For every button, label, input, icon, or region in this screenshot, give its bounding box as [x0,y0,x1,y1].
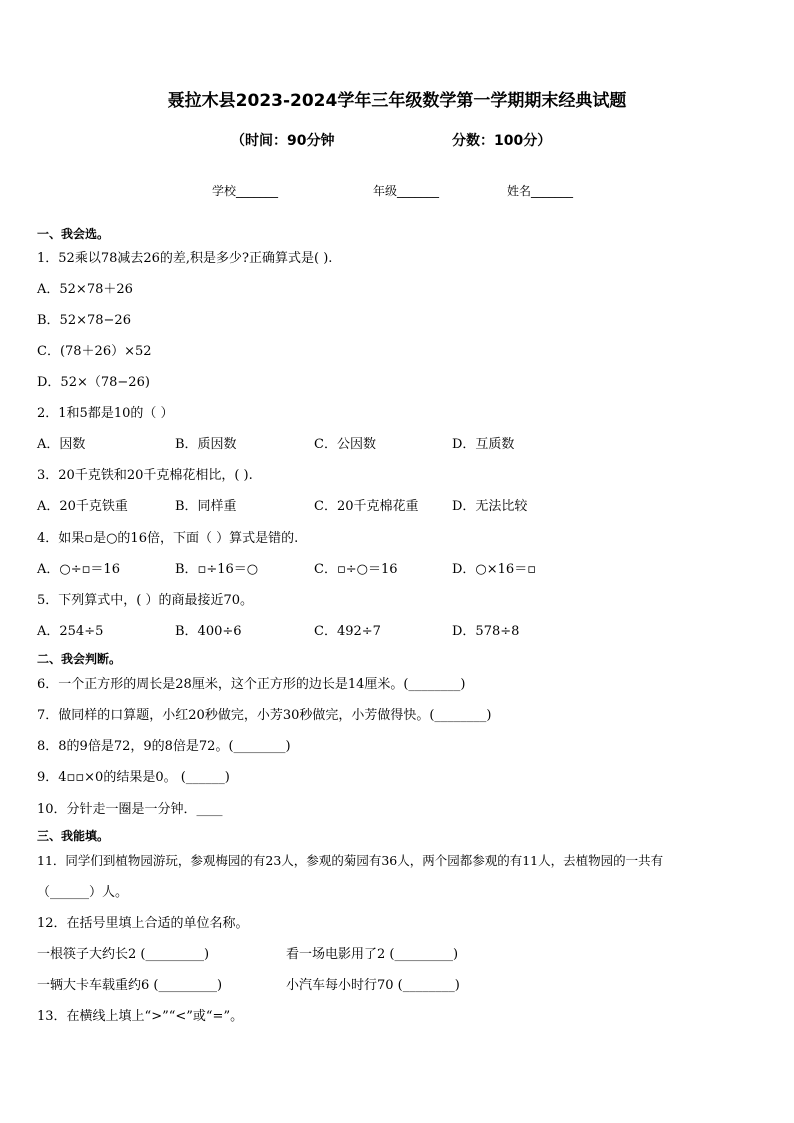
question-6: 6．一个正方形的周长是28厘米，这个正方形的边长是14厘米。(________) [37,677,466,692]
question-8: 8．8的9倍是72，9的8倍是72。(________) [37,739,291,754]
question-3-option-a: A．20千克铁重 [37,499,128,514]
question-3-option-c: C．20千克棉花重 [314,499,419,514]
section-heading-judge: 二、我会判断。 [37,652,122,666]
question-1-option-c: C．(78＋26）×52 [37,344,152,359]
question-12-item-a: 一根筷子大约长2 (_________) [37,947,210,962]
question-4-option-a: A．○÷▫＝16 [37,562,120,577]
name-field: 姓名_______ [507,184,574,198]
question-5-option-b: B．400÷6 [175,624,242,639]
section-heading-choice: 一、我会选。 [37,227,110,241]
question-2-option-d: D．互质数 [452,437,515,452]
question-1-option-a: A．52×78＋26 [37,282,133,297]
question-4-option-b: B．▫÷16＝○ [175,562,259,577]
question-12-item-b: 看一场电影用了2 (_________) [286,947,459,962]
question-9: 9．4▫▫×0的结果是0。 (______) [37,770,230,785]
question-12-item-c: 一辆大卡车载重约6 (_________) [37,978,223,993]
question-10: 10．分针走一圈是一分钟．____ [37,802,223,817]
question-5-option-c: C．492÷7 [314,624,381,639]
question-2-stem: 2．1和5都是10的（ ） [37,406,174,421]
question-1-option-d: D．52×（78−26) [37,375,150,390]
section-heading-fill: 三、我能填。 [37,829,110,843]
question-12-item-d: 小汽车每小时行70 (________) [286,978,460,993]
question-4-option-c: C．▫÷○＝16 [314,562,398,577]
question-1-stem: 1．52乘以78减去26的差,积是多少?正确算式是( ). [37,251,333,266]
question-3-stem: 3．20千克铁和20千克棉花相比，( ). [37,468,253,483]
exam-score: 分数：100分） [452,133,552,149]
question-11-line-1: 11．同学们到植物园游玩，参观梅园的有23人，参观的菊园有36人，两个园都参观的有11人，去植物园的一共有 [37,853,664,868]
question-4-stem: 4．如果▫是○的16倍，下面（ ）算式是错的. [37,531,299,546]
question-3-option-b: B．同样重 [175,499,237,514]
school-field: 学校_______ [212,184,279,198]
question-12-stem: 12．在括号里填上合适的单位名称。 [37,916,249,931]
question-5-stem: 5．下列算式中，( ）的商最接近70。 [37,593,254,608]
exam-time: （时间：90分钟 [231,133,335,149]
question-7: 7．做同样的口算题，小红20秒做完，小芳30秒做完，小芳做得快。(________) [37,708,492,723]
question-2-option-b: B．质因数 [175,437,237,452]
question-5-option-d: D．578÷8 [452,624,520,639]
question-4-option-d: D．○×16＝▫ [452,562,537,577]
question-11-line-2: （______）人。 [37,885,129,900]
question-1-option-b: B．52×78−26 [37,313,131,328]
question-2-option-a: A．因数 [37,437,86,452]
grade-field: 年级_______ [373,184,440,198]
page-title: 聂拉木县2023-2024学年三年级数学第一学期期末经典试题 [167,91,627,111]
question-5-option-a: A．254÷5 [37,624,104,639]
question-2-option-c: C．公因数 [314,437,376,452]
question-13-stem: 13．在横线上填上“>”“<”或“=”。 [37,1009,244,1024]
question-3-option-d: D．无法比较 [452,499,528,514]
